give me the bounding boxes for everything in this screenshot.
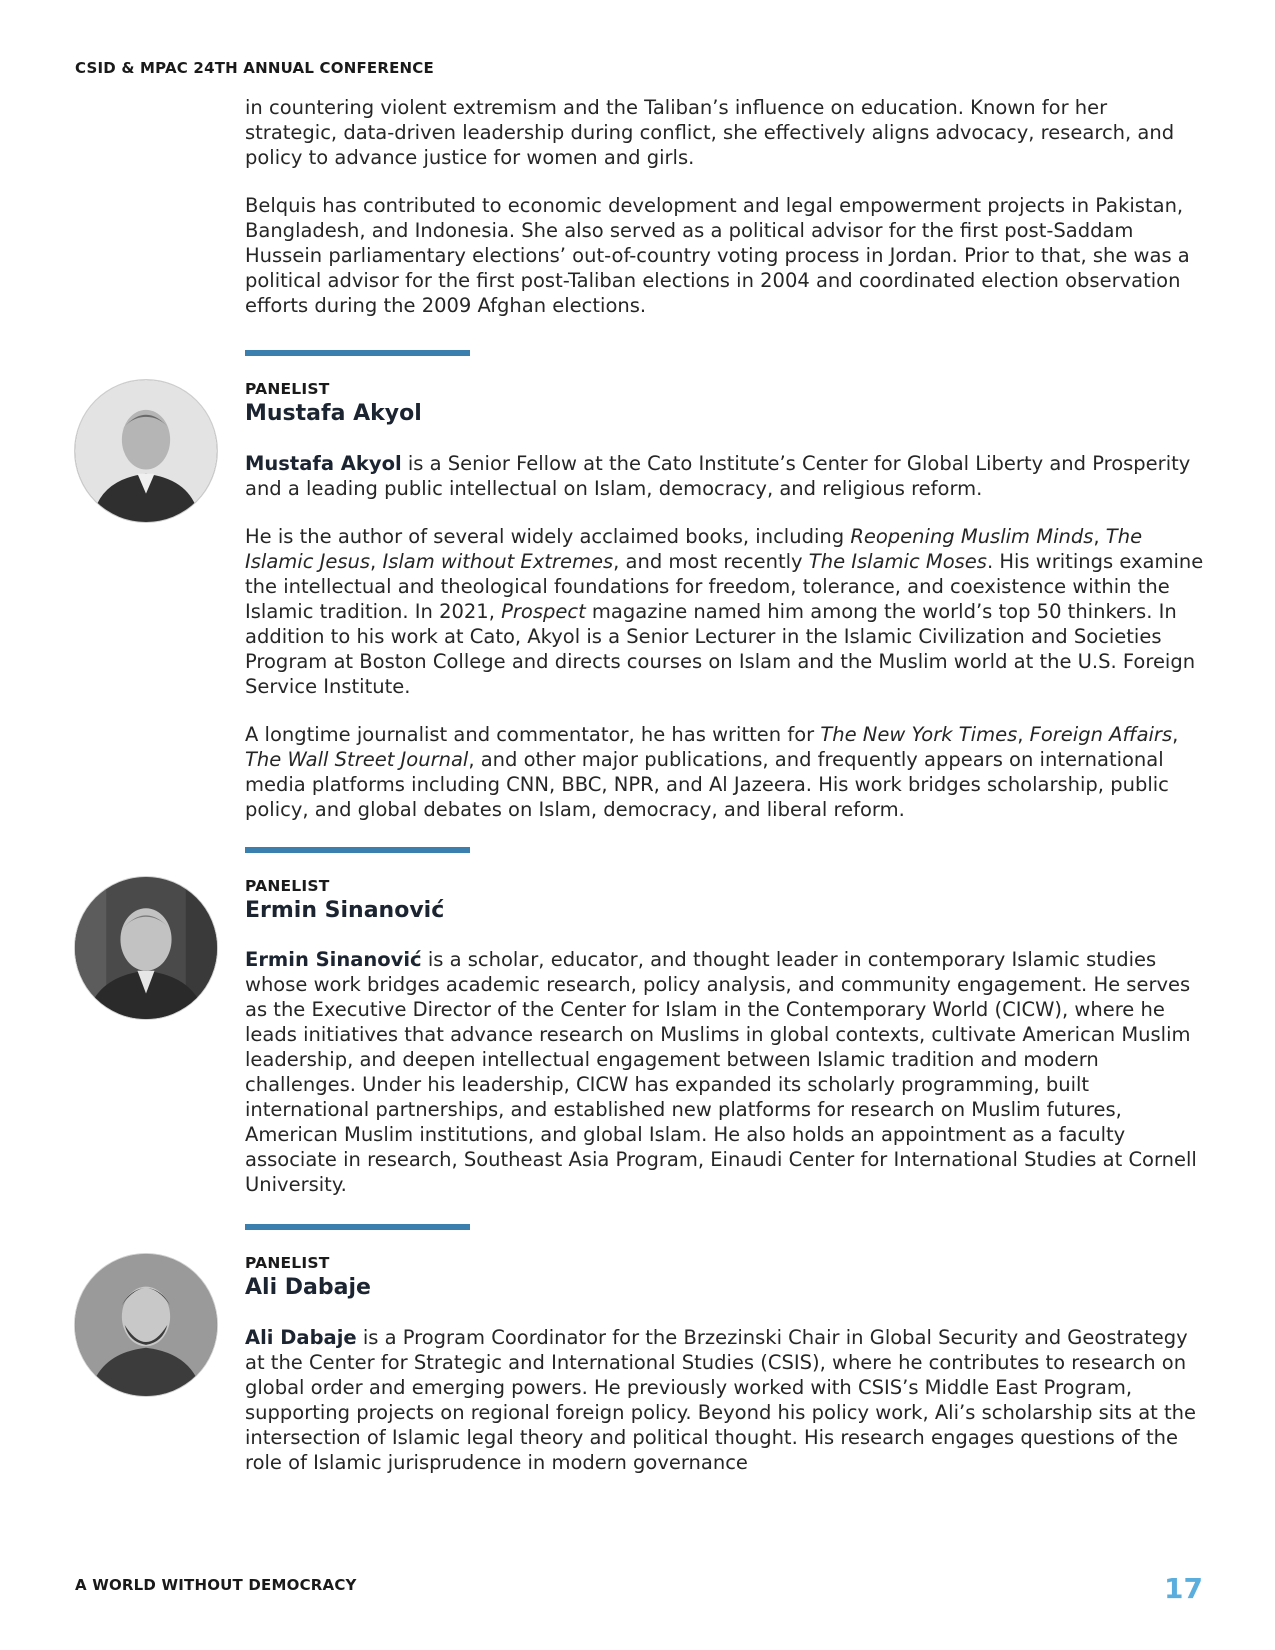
intro-paragraph-2: Belquis has contributed to economic development and legal empowerment projects in Pakistan, Bangladesh, and Indonesia. She also served as a political advisor for the first post-Saddam Hussein parliamentary elections’ out-of-country voting process in Jordan. Prior to that, she was a political advisor for the first post-Taliban elections in 2004 and coordinated election observation efforts during the 2009 Afghan elections. (245, 194, 1190, 317)
bio-text: magazine named him among the world’s top 50 thinkers. In addition to his work at Cato, Akyol is a Senior Lecturer in the Islamic Civilization and Societies Program at Boston College and directs courses on Islam and the Muslim world at the U.S. Foreign Service Institute. (245, 600, 1196, 698)
bio-text: is a scholar, educator, and thought leader in contemporary Islamic studies whose work bridges academic research, policy analysis, and community engagement. He serves as the Executive Director of the Center for Islam in the Contemporary World (CICW), where he leads initiatives that advance research on Muslims in global contexts, cultivate American Muslim leadership, and deepen intellectual engagement between Islamic tradition and modern challenges. Under his leadership, CICW has expanded its scholarly programming, built international partnerships, and established new platforms for research on Muslim futures, American Muslim institutions, and global Islam. He also holds an appointment as a faculty associate in research, Southeast Asia Program, Einaudi Center for International Studies at Cornell University. (245, 948, 1197, 1196)
publication-title: Foreign Affairs (1029, 723, 1173, 746)
book-title: Islam without Extremes (382, 550, 614, 573)
bio-text: He is the author of several widely acclaimed books, including (245, 525, 851, 548)
bio-text: , (370, 550, 383, 573)
panelist-role: PANELIST (245, 877, 330, 895)
panelist-bio (245, 451, 1205, 822)
publication-title: The Wall Street Journal (245, 748, 469, 771)
portrait-icon (75, 380, 217, 522)
bio-lead-name: Mustafa Akyol (245, 452, 402, 475)
avatar-ermin-sinanovic (75, 877, 217, 1019)
portrait-icon (75, 877, 217, 1019)
bio-paragraph-2 (245, 524, 1205, 699)
panelist-bio (245, 1325, 1205, 1475)
book-title: The Islamic Jesus (245, 525, 1143, 573)
bio-paragraph-1 (245, 451, 1205, 501)
bio-text: is a Program Coordinator for the Brzezinski Chair in Global Security and Geostrategy at the Center for Strategic and International Studies (CSIS), where he contributes to research on global order and emerging powers. He previously worked with CSIS’s Middle East Program, supporting projects on regional foreign policy. Beyond his policy work, Ali’s scholarship sits at the intersection of Islamic legal theory and political thought. His research engages questions of the role of Islamic jurisprudence in modern governance (245, 1326, 1197, 1474)
running-footer: A WORLD WITHOUT DEMOCRACY (75, 1576, 357, 1594)
section-divider (245, 1224, 470, 1230)
panelist-role: PANELIST (245, 380, 330, 398)
bio-text: A longtime journalist and commentator, he has written for (245, 723, 821, 746)
intro-paragraph-1: in countering violent extremism and the Taliban’s influence on education. Known for her strategic, data-driven leadership during conflict, she effectively aligns advocacy, research, and policy to advance justice for women and girls. (245, 96, 1175, 169)
book-title: Reopening Muslim Minds (850, 525, 1094, 548)
section-divider (245, 847, 470, 853)
bio-lead-name: Ermin Sinanović (245, 948, 422, 971)
page-number: 17 (1164, 1572, 1203, 1605)
portrait-icon (75, 1254, 217, 1396)
running-header: CSID & MPAC 24TH ANNUAL CONFERENCE (75, 59, 434, 77)
publication-title: The New York Times (820, 723, 1018, 746)
avatar-ali-dabaje (75, 1254, 217, 1396)
bio-text: is a Senior Fellow at the Cato Institute’s Center for Global Liberty and Prosperity and a leading public intellectual on Islam, democracy, and religious reform. (245, 452, 1191, 500)
panelist-name: Ali Dabaje (245, 1275, 371, 1300)
intro-section (245, 95, 1205, 318)
bio-paragraph-3 (245, 722, 1205, 822)
panelist-name: Ermin Sinanović (245, 898, 445, 923)
bio-text: , (1093, 525, 1106, 548)
bio-paragraph-1 (245, 947, 1205, 1197)
bio-paragraph-1 (245, 1325, 1205, 1475)
panelist-name: Mustafa Akyol (245, 401, 422, 426)
bio-text: , (1172, 723, 1179, 746)
panelist-role: PANELIST (245, 1254, 330, 1272)
section-divider (245, 350, 470, 356)
avatar-mustafa-akyol (75, 380, 217, 522)
publication-title: Prospect (501, 600, 586, 623)
panelist-bio (245, 947, 1205, 1197)
bio-text: , and other major publications, and frequently appears on international media platforms including CNN, BBC, NPR, and Al Jazeera. His work bridges scholarship, public policy, and global debates on Islam, democracy, and liberal reform. (245, 748, 1169, 821)
bio-text: , (1017, 723, 1030, 746)
bio-text: . His writings examine the intellectual and theological foundations for freedom, tolerance, and coexistence within the Islamic tradition. In 2021, (245, 550, 1204, 623)
bio-text: , and most recently (613, 550, 809, 573)
bio-lead-name: Ali Dabaje (245, 1326, 357, 1349)
book-title: The Islamic Moses (808, 550, 987, 573)
